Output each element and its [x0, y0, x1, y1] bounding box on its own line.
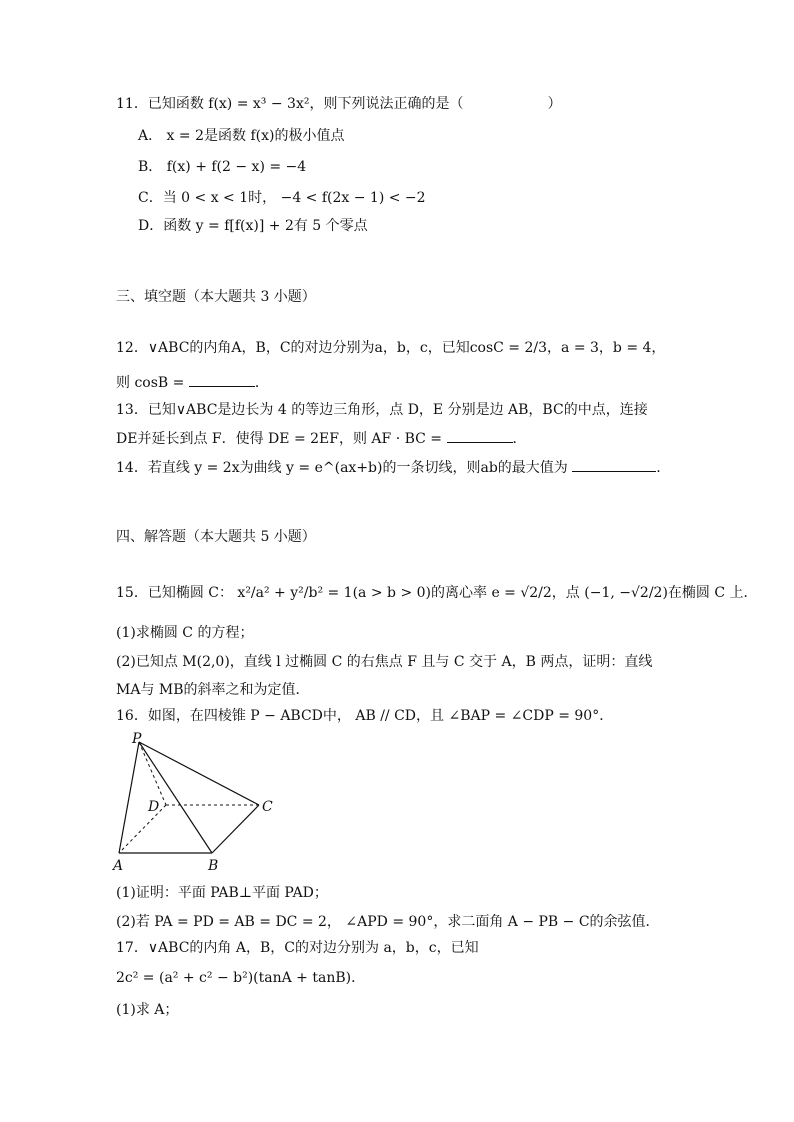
q11-option-d: D．函数 y = f[f(x)] + 2有 5 个零点: [138, 218, 368, 234]
q12-answer-blank: [189, 372, 255, 387]
q15-part1: (1)求椭圆 C 的方程；: [116, 625, 254, 641]
vertex-label-c: C: [262, 799, 273, 815]
q14-stem: 14．若直线 y = 2x为曲线 y = e^(ax+b)的一条切线，则ab的最大值为: [116, 460, 568, 476]
q15-stem: 15．已知椭圆 C： x²/a² + y²/b² = 1(a > b > 0)的离心率 e = √2/2，点 (−1, −√2/2)在椭圆 C 上．: [116, 585, 758, 601]
q11-option-b: B． f(x) + f(2 − x) = −4: [138, 159, 307, 175]
q13-stem: 13．已知∨ABC是边长为 4 的等边三角形，点 D，E 分别是边 AB，BC的中点，连接: [116, 402, 648, 418]
section-fill-in-title: 三、填空题（本大题共 3 小题）: [116, 289, 316, 305]
vertex-label-a: A: [113, 858, 124, 874]
vertex-label-p: P: [132, 731, 142, 747]
section-solution-title: 四、解答题（本大题共 5 小题）: [116, 529, 316, 545]
q11-stem: 11．已知函数 f(x) = x³ − 3x²，则下列说法正确的是（ ）: [116, 96, 562, 112]
vertex-label-b: B: [208, 858, 219, 874]
q12-ask: 则 cosB =: [116, 375, 185, 391]
q17-part1: (1)求 A；: [116, 1002, 179, 1018]
q16-part1: (1)证明：平面 PAB⊥平面 PAD；: [116, 885, 328, 901]
q17-stem: 17．∨ABC的内角 A，B，C的对边分别为 a，b，c，已知: [116, 940, 479, 956]
q15-part2-line2: MA与 MB的斜率之和为定值．: [116, 682, 310, 698]
q12-line2: 则 cosB = ．: [116, 372, 269, 393]
q14-line: 14．若直线 y = 2x为曲线 y = e^(ax+b)的一条切线，则ab的最大值为 .: [116, 457, 661, 478]
q15-part2-line1: (2)已知点 M(2,0)，直线 l 过椭圆 C 的右焦点 F 且与 C 交于 A，B 两点，证明：直线: [116, 654, 653, 670]
q13-line2: DE并延长到点 F．使得 DE = 2EF，则 AF · BC = ．: [116, 428, 527, 449]
q17-formula: 2c² = (a² + c² − b²)(tanA + tanB)．: [116, 970, 366, 986]
q14-answer-blank: [572, 457, 656, 472]
q13-answer-blank: [447, 428, 513, 443]
vertex-label-d: D: [148, 799, 160, 815]
q13-ask: DE并延长到点 F．使得 DE = 2EF，则 AF · BC =: [116, 431, 443, 447]
q11-option-a: A． x = 2是函数 f(x)的极小值点: [138, 128, 345, 144]
q16-stem: 16．如图，在四棱锥 P − ABCD中， AB // CD，且 ∠BAP = ∠CDP = 90°．: [116, 708, 614, 724]
q11-option-c: C．当 0 < x < 1时， −4 < f(2x − 1) < −2: [138, 190, 426, 206]
pyramid-figure: [110, 730, 290, 875]
q12-stem: 12．∨ABC的内角A，B，C的对边分别为a，b，c，已知cosC = 2/3，a = 3，b = 4，: [116, 340, 666, 356]
q16-part2: (2)若 PA = PD = AB = DC = 2， ∠APD = 90°，求二面角 A − PB − C的余弦值．: [116, 914, 660, 930]
